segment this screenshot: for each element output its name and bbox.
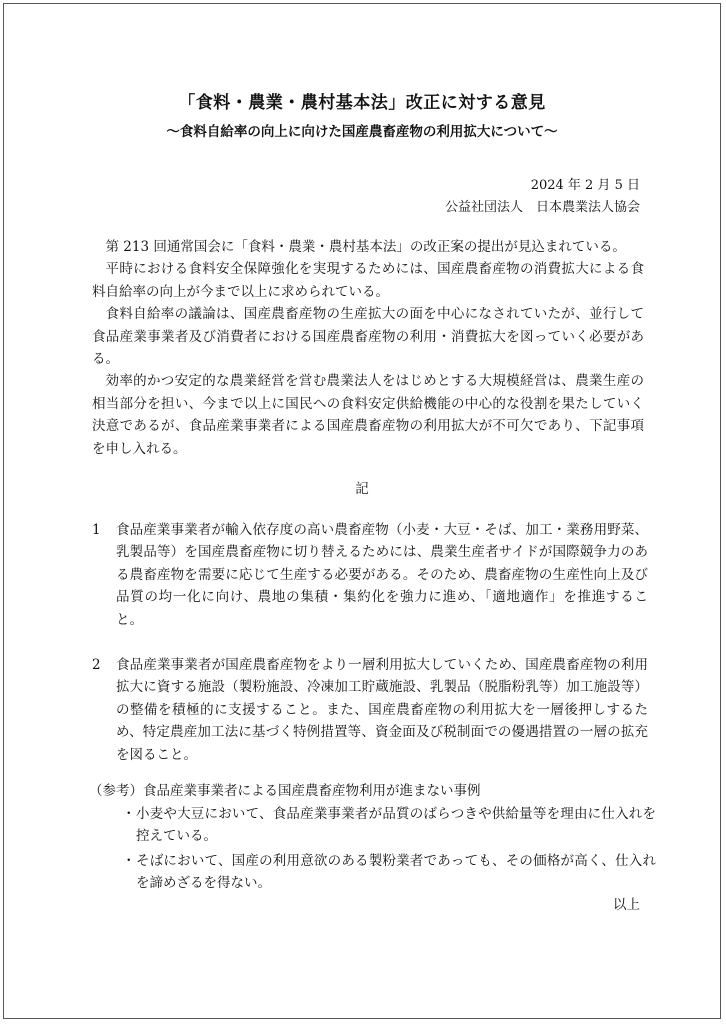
document-body xyxy=(4,4,720,1018)
request-item-number: 2 xyxy=(92,657,101,673)
intro-paragraph: 食料自給率の議論は、国産農畜産物の生産拡大の面を中心になされていたが、並行して食品産業事業者及び消費者における国産農畜産物の利用・消費拡大を図っていく必要がある。 xyxy=(92,306,644,368)
reference-heading: （参考）食品産業事業者による国産農畜産物利用が進まない事例 xyxy=(89,783,481,799)
reference-bullet-text: そばにおいて、国産の利用意欲のある製粉業者であっても、その価格が高く、仕入れを諦めざるを得ない。 xyxy=(136,853,656,892)
request-item-number: 1 xyxy=(92,522,101,538)
intro-paragraph: 平時における食料安全保障強化を実現するためには、国産農畜産物の消費拡大による食料自給率の向上が今まで以上に求められている。 xyxy=(92,261,644,300)
reference-bullet xyxy=(122,803,656,848)
bullet-icon: ・ xyxy=(122,806,136,822)
request-item-text: 食品産業事業者が国産農畜産物をより一層利用拡大していくため、国産農畜産物の利用拡大に資する施設（製粉施設、冷凍加工貯蔵施設、乳製品（脱脂粉乳等）加工施設等）の整備を積極的に支援すること。また、国産農畜産物の利用拡大を一層後押しするため、特定農産加工法に基づく特例措置等、資金面及び税制面での優遇措置の一層の拡充を図ること。 xyxy=(116,657,648,763)
document-title: 「食料・農業・農村基本法」改正に対する意見 xyxy=(178,93,546,113)
bullet-icon: ・ xyxy=(122,853,136,869)
reference-bullet-text: 小麦や大豆において、食品産業事業者が品質のばらつきや供給量等を理由に仕入れを控えている。 xyxy=(136,806,656,845)
organization-name: 公益社団法人 日本農業法人協会 xyxy=(444,200,640,215)
closing-mark: 以上 xyxy=(613,897,640,913)
document-page xyxy=(3,3,721,1019)
intro-paragraph: 第 213 回通常国会に「食料・農業・農村基本法」の改正案の提出が見込まれている。 xyxy=(105,239,626,255)
document-date: 2024 年 2 月 5 日 xyxy=(530,178,640,193)
document-subtitle: ～食料自給率の向上に向けた国産農畜産物の利用拡大について～ xyxy=(166,124,558,140)
request-item-text: 食品産業事業者が輸入依存度の高い農畜産物（小麦・大豆・そば、加工・業務用野菜、乳製品等）を国産農畜産物に切り替えるためには、農業生産者サイドが国際競争力のある農畜産物を需要に応じて生産する必要がある。そのため、農畜産物の生産性向上及び品質の均一化に向け、農地の集積・集約化を強力に進め、「適地適作」を推進すること。 xyxy=(116,522,648,628)
request-item xyxy=(92,519,656,631)
intro-section xyxy=(92,236,644,460)
intro-paragraph: 効率的かつ安定的な農業経営を営む農業法人をはじめとする大規模経営は、農業生産の相当部分を担い、今まで以上に国民への食料安定供給機能の中心的な役割を果たしていく決意であるが、食品産業事業者による国産農畜産物の利用拡大が不可欠であり、下記事項を申し入れる。 xyxy=(92,373,644,457)
reference-bullet xyxy=(122,850,656,895)
request-item xyxy=(92,654,656,766)
ki-heading: 記 xyxy=(355,481,369,497)
